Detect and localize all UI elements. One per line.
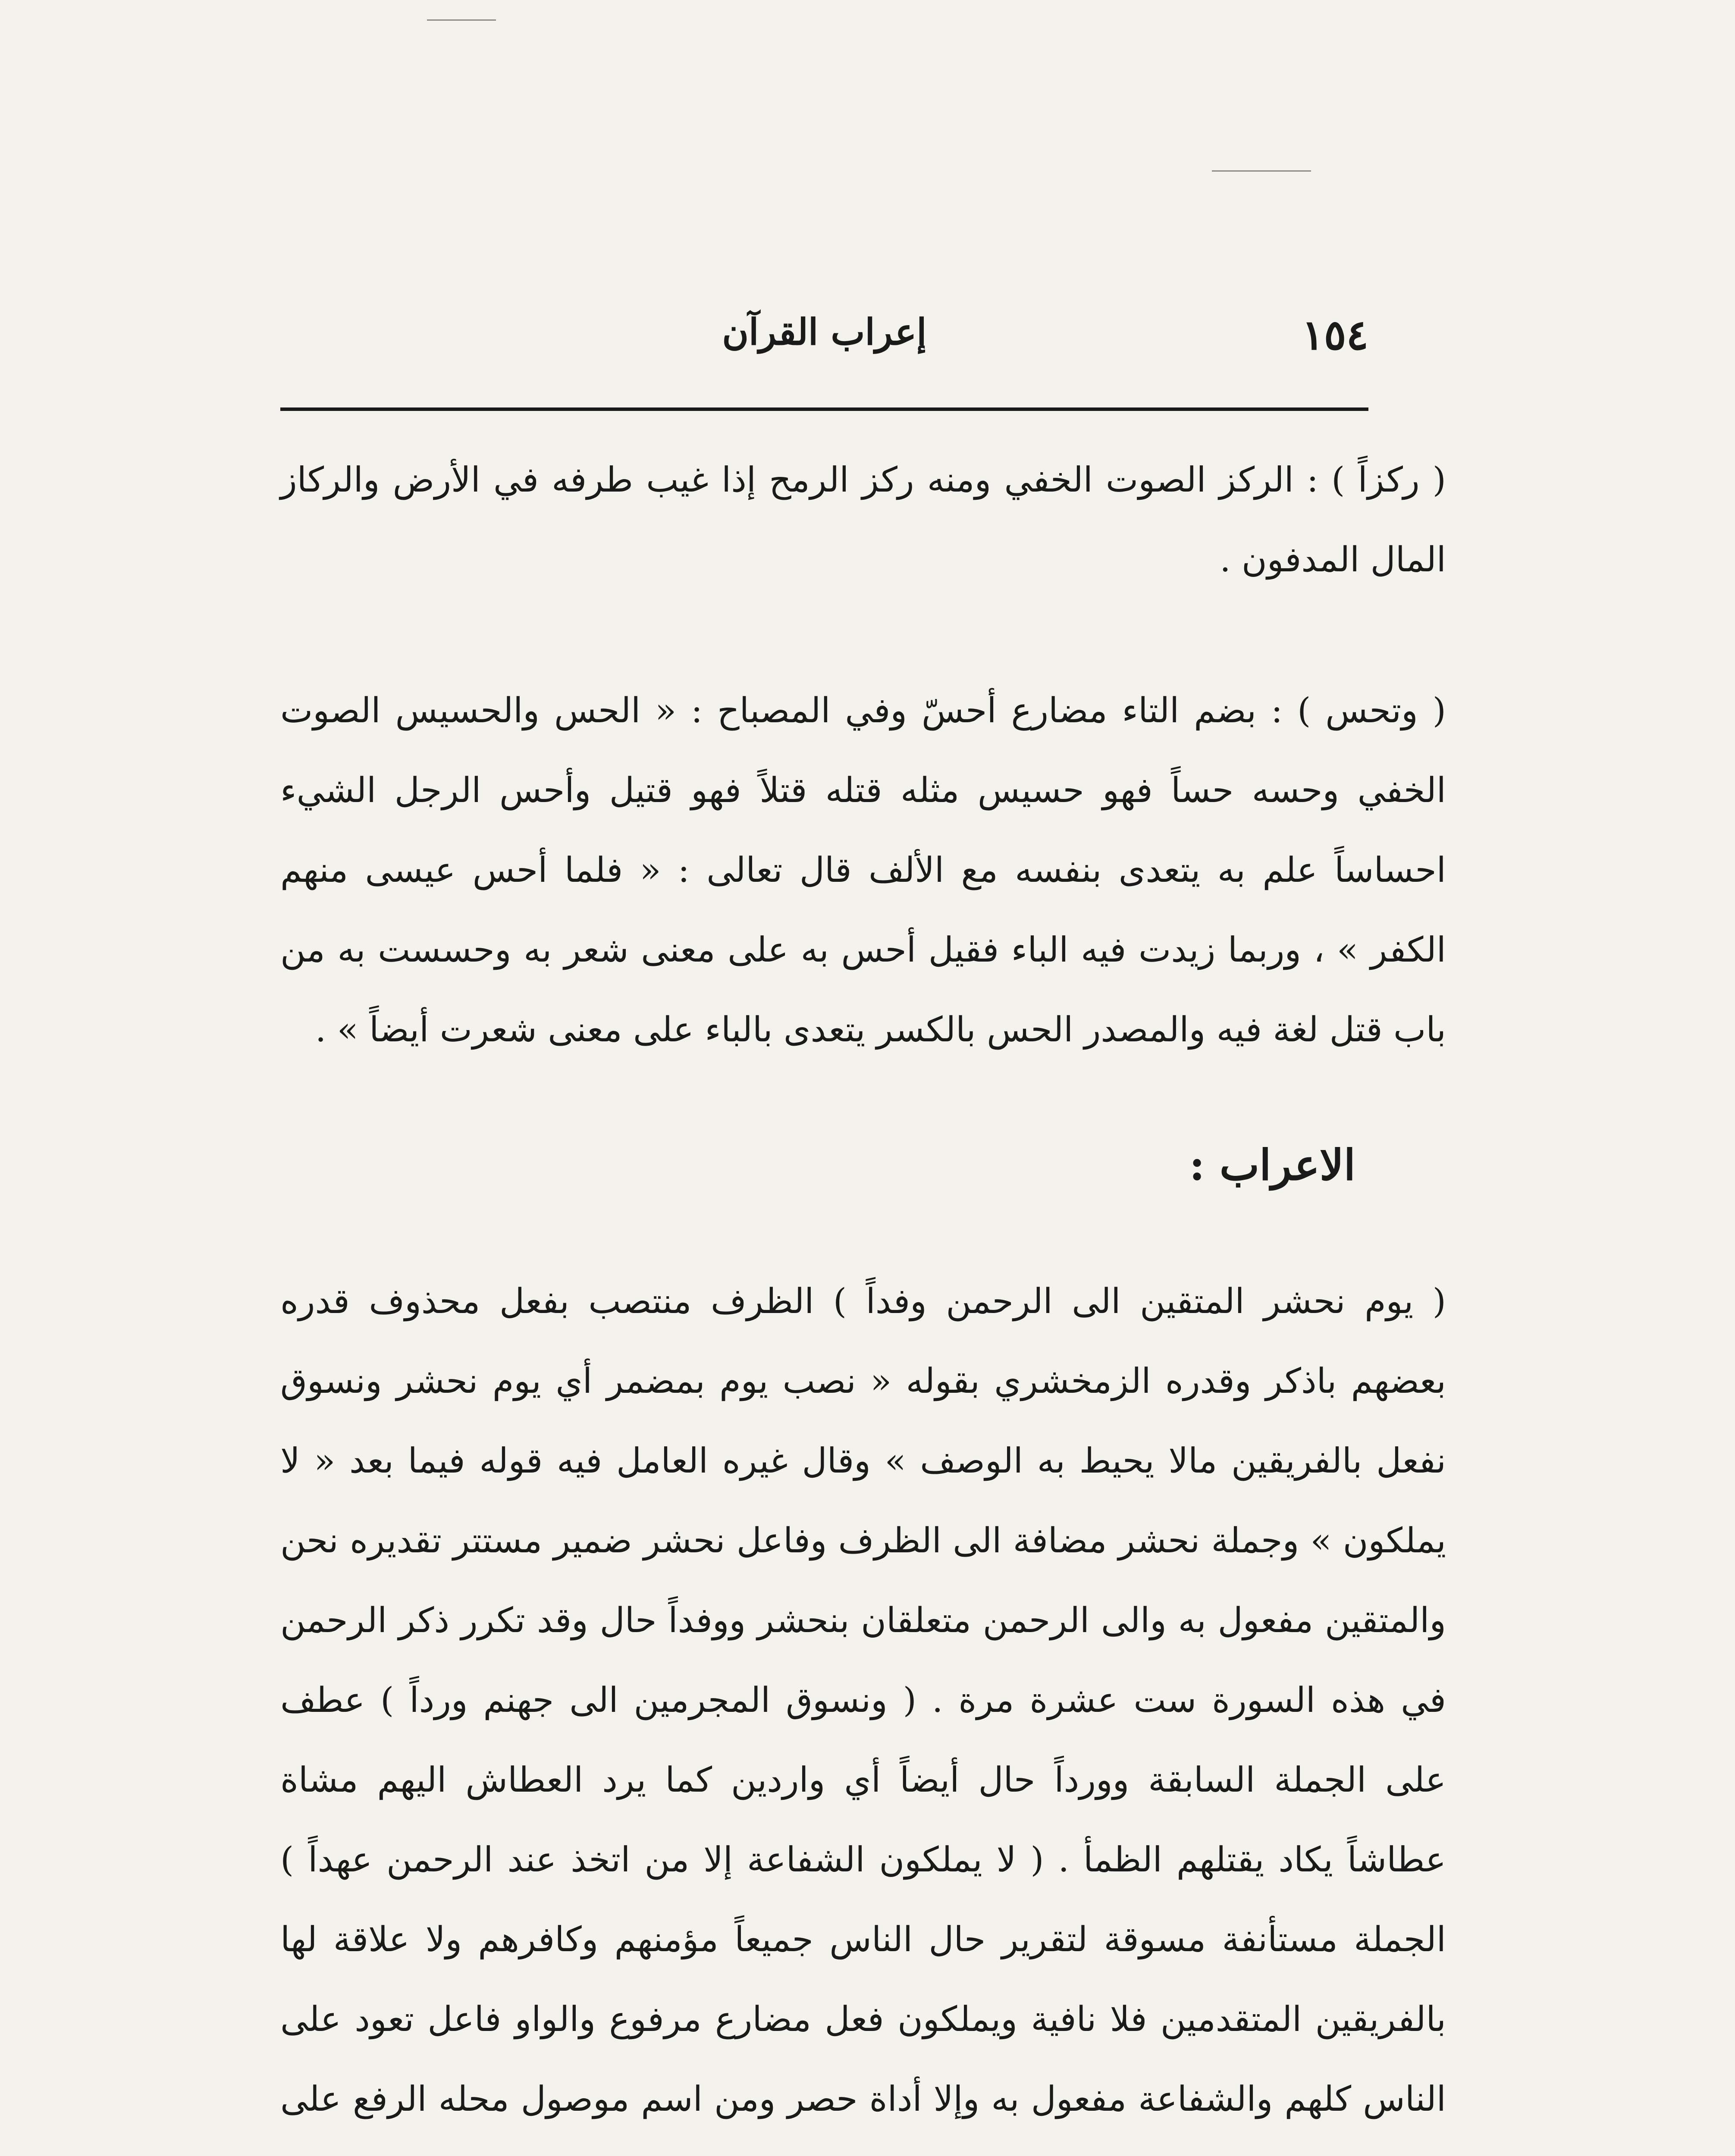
page-number: ١٥٤ [1302,310,1368,359]
header-rule [280,407,1368,411]
page-body [280,440,1446,2156]
scan-mark [1212,170,1311,172]
book-title: إعراب القرآن [722,310,927,353]
section-heading-irab: الاعراب : [1189,1141,1355,1190]
paragraph-tuhiss: ( وتحس ) : بضم التاء مضارع أحسّ وفي المصباح : « الحس والحسيس الصوت الخفي وحسه حساً فهو حسيس مثله قتله قتلاً فهو قتيل وأحس الرجل الشيء احساساً علم به يتعدى بنفسه مع الألف قال تعالى : « فلما أحس عيسى منهم الكفر » ، وربما زيدت فيه الباء فقيل أحس به على معنى شعر به وحسست به من باب قتل لغة فيه والمصدر الحس بالكسر يتعدى بالباء على معنى شعرت أيضاً » . [280,690,1446,1050]
page-header [280,302,1368,375]
scan-mark [427,19,496,21]
paragraph-rikz: ( ركزاً ) : الركز الصوت الخفي ومنه ركز الرمح إذا غيب طرفه في الأرض والركاز المال المدفون . [280,460,1446,580]
paragraph-irab: ( يوم نحشر المتقين الى الرحمن وفداً ) الظرف منتصب بفعل محذوف قدره بعضهم باذكر وقدره الزمخشري بقوله « نصب يوم بمضمر أي يوم نحشر ونسوق نفعل بالفريقين مالا يحيط به الوصف » وقال غيره العامل فيه قوله فيما بعد « لا يملكون » وجملة نحشر مضافة الى الظرف وفاعل نحشر ضمير مستتر تقديره نحن والمتقين مفعول به والى الرحمن متعلقان بنحشر ووفداً حال وقد تكرر ذكر الرحمن في هذه السورة ست عشرة مرة . ( ونسوق المجرمين الى جهنم ورداً ) عطف على الجملة السابقة وورداً حال أيضاً أي واردين كما يرد العطاش اليهم مشاة عطاشاً يكاد يقتلهم الظمأ . ( لا يملكون الشفاعة إلا من اتخذ عند الرحمن عهداً ) الجملة مستأنفة مسوقة لتقرير حال الناس جميعاً مؤمنهم وكافرهم ولا علاقة لها بالفريقين المتقدمين فلا نافية ويملكون فعل مضارع مرفوع والواو فاعل تعود على الناس كلهم والشفاعة مفعول به وإلا أداة حصر ومن اسم موصول محله الرفع على [280,1281,1446,2119]
